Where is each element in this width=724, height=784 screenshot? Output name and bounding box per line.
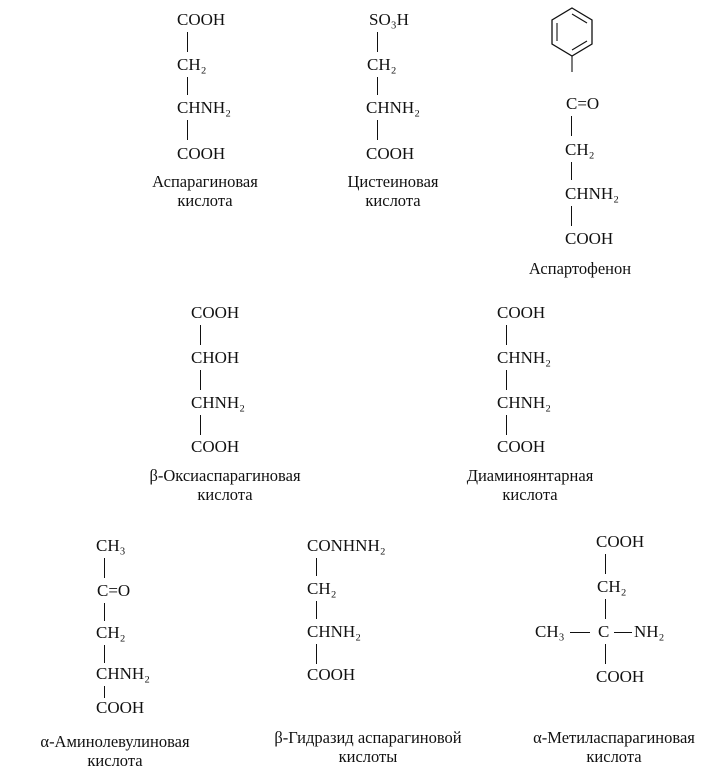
bond (187, 77, 188, 95)
caption: Аспартофенон (528, 259, 632, 278)
caption-line-2: кислоты (338, 747, 398, 766)
group-cooh-top: COOH (596, 532, 645, 551)
group-cooh-top: COOH (497, 303, 546, 322)
caption-line-1: Цистеиновая (347, 172, 439, 191)
bond (377, 120, 378, 140)
group-ch2: CH₂ (307, 579, 337, 598)
group-cooh-bottom: COOH (307, 665, 356, 684)
bond (605, 599, 606, 619)
group-ch2: CH₂ (367, 55, 397, 74)
bond (316, 558, 317, 576)
group-chnh2-b: CHNH₂ (497, 393, 552, 412)
group-cooh-top: COOH (191, 303, 240, 322)
group-ch2: CH₂ (177, 55, 207, 74)
atom-carbon: C (598, 622, 610, 641)
group-chnh2: CHNH₂ (307, 622, 362, 641)
group-chnh2: CHNH₂ (565, 184, 620, 203)
bond (200, 325, 201, 345)
caption-line-1: β-Оксиаспарагиновая (149, 466, 301, 485)
group-cooh-top: COOH (177, 10, 226, 29)
caption-line-2: кислота (177, 191, 233, 210)
group-choh: CHOH (191, 348, 240, 367)
group-cooh-bottom: COOH (366, 144, 415, 163)
bond (571, 162, 572, 180)
caption-line-1: α-Аминолевулиновая (40, 732, 190, 751)
group-chnh2: CHNH₂ (96, 664, 151, 683)
bond (571, 116, 572, 136)
bond (187, 120, 188, 140)
caption-line-2: кислота (197, 485, 253, 504)
group-carbonyl: C=O (566, 94, 600, 113)
bond (200, 370, 201, 390)
bond (104, 558, 105, 578)
group-nh2: NH₂ (634, 622, 665, 641)
group-ch2: CH₂ (565, 140, 595, 159)
group-ch2: CH₂ (597, 577, 627, 596)
group-cooh-bottom: COOH (596, 667, 645, 686)
group-conhnh2: CONHNH₂ (307, 536, 386, 555)
bond (605, 644, 606, 664)
benzene-ring-icon (544, 2, 600, 72)
group-chnh2-a: CHNH₂ (497, 348, 552, 367)
bond (506, 325, 507, 345)
caption-line-1: β-Гидразид аспарагиновой (274, 728, 462, 747)
bond (187, 32, 188, 52)
group-cooh-bottom: COOH (497, 437, 546, 456)
caption-line-1: Аспарагиновая (152, 172, 258, 191)
group-cooh-bottom: COOH (177, 144, 226, 163)
bond (104, 603, 105, 621)
caption-line-2: кислота (365, 191, 421, 210)
bond (571, 206, 572, 226)
group-ch3: CH₃ (535, 622, 565, 641)
group-cooh-bottom: COOH (96, 698, 145, 717)
bond (104, 645, 105, 663)
caption-line-1: Диаминоянтарная (466, 466, 594, 485)
bond (316, 644, 317, 664)
bond (316, 601, 317, 619)
bond (570, 632, 590, 633)
group-chnh2: CHNH₂ (177, 98, 232, 117)
group-cooh-bottom: COOH (565, 229, 614, 248)
group-carbonyl: C=O (97, 581, 131, 600)
bond (506, 370, 507, 390)
group-chnh2: CHNH₂ (191, 393, 246, 412)
bond (104, 686, 105, 698)
caption-line-2: кислота (87, 751, 143, 770)
bond (614, 632, 632, 633)
caption-line-2: кислота (586, 747, 642, 766)
group-chnh2: CHNH₂ (366, 98, 421, 117)
group-ch3: CH₃ (96, 536, 126, 555)
bond (605, 554, 606, 574)
group-ch2: CH₂ (96, 623, 126, 642)
bond (506, 415, 507, 435)
bond (377, 77, 378, 95)
group-cooh-bottom: COOH (191, 437, 240, 456)
group-so3h: SO₃H (369, 10, 409, 29)
caption-line-2: кислота (502, 485, 558, 504)
bond (200, 415, 201, 435)
bond (377, 32, 378, 52)
caption-line-1: α-Метиласпарагиновая (533, 728, 695, 747)
